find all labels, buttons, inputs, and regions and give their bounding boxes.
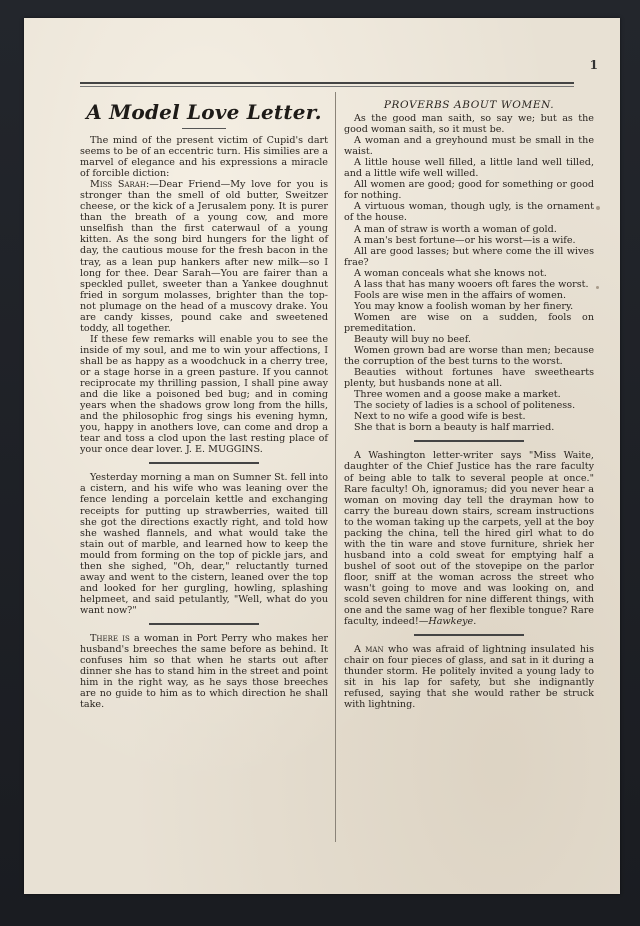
proverb-item: All are good lasses; but where come the ill wives frae? xyxy=(344,245,594,268)
proverb-item: As the good man saith, so say we; but as the good woman saith, so it must be. xyxy=(344,113,594,136)
salutation: Miss Sarah: xyxy=(90,179,150,191)
proverb-item: Fools are wise men in the affairs of women. xyxy=(354,289,566,301)
proverb-item: You may know a foolish woman by her finery. xyxy=(354,300,574,312)
proverb-item: Next to no wife a good wife is best. xyxy=(354,411,526,423)
title-rule xyxy=(182,128,226,129)
proverb-item: Three women and a goose make a market. xyxy=(354,389,561,401)
right-column xyxy=(344,98,594,710)
proverb-item: A woman conceals what she knows not. xyxy=(354,267,547,279)
port-perry-story xyxy=(80,633,328,710)
proverb-item: A man of straw is worth a woman of gold. xyxy=(354,223,557,235)
proverb-item: The society of ladies is a school of politeness. xyxy=(354,400,576,412)
washington-story xyxy=(344,450,594,627)
washington-credit: —Hawkeye. xyxy=(418,616,477,628)
love-letter-para2-text: If these few remarks will enable you to see the inside of my soul, and me to win your affections, I shall be as happy as a woodchuck in a cherry tree, or a stage horse in a green pasture. If you cannot reciprocate my thrilling passion, I shall pine away and die like a poisoned bed bug; and in coming years when the shadows grow long from the hills, and the philosophic frog sings his evening hymn, you, happy in anothers love, can come and drop a tear and toss a clod upon the last resting place of your once dear lover. xyxy=(80,333,328,456)
proverb-item: Women grown bad are worse than men; because the corruption of the best turns to the worst. xyxy=(344,345,594,368)
proverbs-list xyxy=(344,113,594,433)
sumner-story: Yesterday morning a man on Sumner St. fell into a cistern, and his wife who was leaning over the fence lending a porcelain kettle and exchanging receipts for putting up strawberries, waited till she got the directions exactly right, and told how she washed flannels, and what would take the stain out of marble, and learned how to keep the mould from forming on the top of pickle jars, and then she sighed, "Oh, dear," reluctantly turned away and went to the cistern, leaned over the top and looked for her gurgling, howling, splashing helpmeet, and said petulantly, "Well, what do you want now?" xyxy=(80,472,328,616)
washington-text: A Washington letter-writer says "Miss Waite, daughter of the Chief Justice has the rare faculty of being able to talk to several people at once." Rare faculty! Oh, ignoramus; did you never hear a woman on moving day tell the drayman how to carry the bureau down stairs, scream instructions to the woman taking up the carpets, yell at the boy packing the china, tell the hired girl what to do with the tin ware and stove furniture, shriek her husband into a cold sweat for emptying half a bushel of soot out of the stovepipe on the parlor floor, sniff at the woman across the street who wasn't going to move and was looking on, and scold seven children for nine different things, with one and the same wag of her flexible tongue? Rare faculty, indeed! xyxy=(344,450,594,628)
signature: J. E. MUGGINS. xyxy=(185,444,263,456)
lightning-text: who was afraid of lightning insulated his chair on four pieces of glass, and sat in it during a thunder storm. He politely invited a young lady to sit in his lap for safety, but she indignantly refused, saying that she would rather be struck with lightning. xyxy=(344,644,595,711)
love-letter-body xyxy=(80,179,328,334)
ink-spot xyxy=(596,206,600,210)
column-divider xyxy=(335,92,336,842)
lightning-lead: A man xyxy=(354,644,384,656)
proverb-item: A woman and a greyhound must be small in the waist. xyxy=(344,135,594,158)
ink-spot xyxy=(596,286,599,289)
proverb-item: A lass that has many wooers oft fares the worst. xyxy=(354,278,589,290)
section-rule xyxy=(149,623,259,625)
left-column xyxy=(80,98,328,710)
proverb-item: A little house well filled, a little land well tilled, and a little wife well willed. xyxy=(344,157,594,180)
proverb-item: Women are wise on a sudden, fools on premeditation. xyxy=(344,311,594,334)
port-perry-lead: There is xyxy=(90,632,130,644)
top-rule xyxy=(80,82,574,87)
proverb-item: Beauties without fortunes have sweethearts plenty, but husbands none at all. xyxy=(344,367,594,390)
page-number: 1 xyxy=(589,58,598,72)
love-letter-intro: The mind of the present victim of Cupid's dart seems to be of an eccentric turn. His similies are a marvel of elegance and his expressions a miracle of forcible diction: xyxy=(80,135,328,180)
port-perry-text: a woman in Port Perry who makes her husband's breeches the same before as behind. It confuses him so that when he starts out after dinner she has to stand him in the street and point him in the right way, as he says those breeches are no guide to him as to which direction he shall take. xyxy=(80,632,329,711)
proverb-item: A man's best fortune—or his worst—is a wife. xyxy=(354,234,576,246)
proverb-item: A virtuous woman, though ugly, is the ornament of the house. xyxy=(344,201,594,224)
section-rule xyxy=(414,440,524,442)
section-rule xyxy=(149,462,259,464)
newspaper-page xyxy=(24,18,620,894)
article-title: A Model Love Letter. xyxy=(86,100,322,124)
proverb-item: Beauty will buy no beef. xyxy=(354,333,471,345)
lightning-story xyxy=(344,644,594,710)
proverb-item: She that is born a beauty is half married. xyxy=(354,422,555,434)
love-letter-para2 xyxy=(80,334,328,456)
proverbs-title: PROVERBS ABOUT WOMEN. xyxy=(383,99,555,111)
love-letter-para1: —Dear Friend—My love for you is stronger than the smell of old butter, Sweitzer cheese, or the kick of a Jerusalem pony. It is purer than the breath of a young cow, and more unselfish than the first caterwaul of a young kitten. As the song bird hungers for the light of day, the cautious mouse for the fresh bacon in the tray, as a lean pup hankers after new milk—so I long for thee. Dear Sarah—You are fairer than a speckled pullet, sweeter than a Yankee doughnut fried in sorgum molasses, brighter than the top-not plumage on the head of a muscovy drake. You are candy kisses, pound cake and sweetened toddy, all together. xyxy=(80,179,328,334)
section-rule xyxy=(414,634,524,636)
proverb-item: All women are good; good for something or good for nothing. xyxy=(344,179,594,202)
